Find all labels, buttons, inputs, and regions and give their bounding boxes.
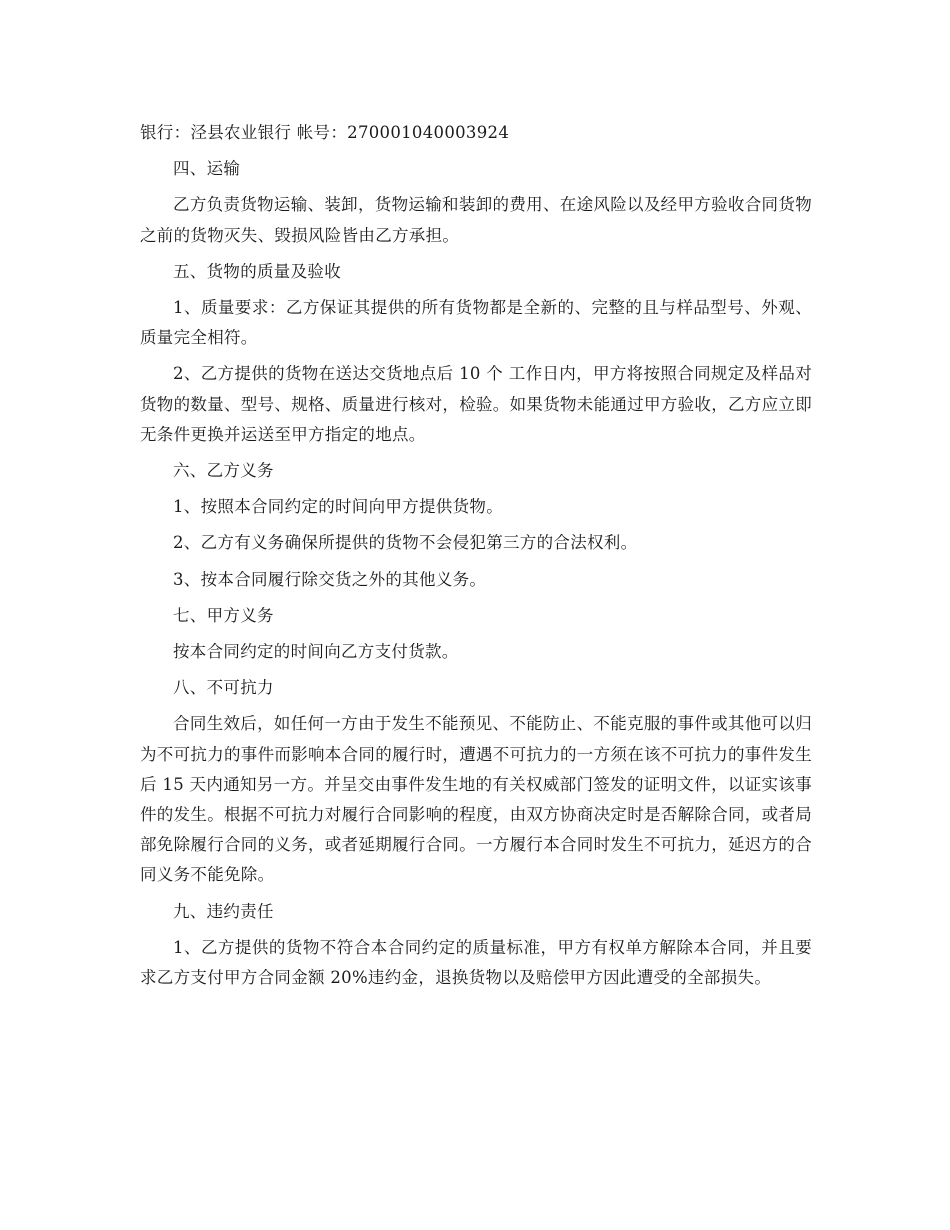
document-body <box>140 118 812 999</box>
section-heading-breach: 九、违约责任 <box>173 901 274 921</box>
paragraph-party-b-obligation-2: 2、乙方有义务确保所提供的货物不会侵犯第三方的合法权利。 <box>173 533 638 553</box>
paragraph-breach-1: 1、乙方提供的货物不符合本合同约定的质量标准，甲方有权单方解除本合同，并且要求乙方支付甲方合同金额 20%违约金，退换货物以及赔偿甲方因此遭受的全部损失。 <box>140 937 812 988</box>
paragraph-quality-requirement: 1、质量要求：乙方保证其提供的所有货物都是全新的、完整的且与样品型号、外观、质量完全相符。 <box>140 298 812 348</box>
paragraph-transport: 乙方负责货物运输、装卸，货物运输和装卸的费用、在途风险以及经甲方验收合同货物之前的货物灭失、毁损风险皆由乙方承担。 <box>140 195 812 245</box>
bank-account-line: 银行：泾县农业银行 帐号：270001040003924 <box>140 123 510 142</box>
paragraph-party-b-obligation-3: 3、按本合同履行除交货之外的其他义务。 <box>173 569 487 589</box>
section-heading-party-a-obligations: 七、甲方义务 <box>173 605 274 625</box>
section-heading-force-majeure: 八、不可抗力 <box>173 678 274 698</box>
paragraph-party-a-obligation: 按本合同约定的时间向乙方支付货款。 <box>173 642 459 662</box>
paragraph-party-b-obligation-1: 1、按照本合同约定的时间向甲方提供货物。 <box>173 497 503 517</box>
paragraph-quality-inspection: 2、乙方提供的货物在送达交货地点后 10 个 工作日内，甲方将按照合同规定及样品对货物的数量、型号、规格、质量进行核对，检验。如果货物未能通过甲方验收，乙方应立即无条件更换并运送至甲方指定的地点。 <box>140 364 812 444</box>
paragraph-force-majeure: 合同生效后，如任何一方由于发生不能预见、不能防止、不能克服的事件或其他可以归为不可抗力的事件而影响本合同的履行时，遭遇不可抗力的一方须在该不可抗力的事件发生后 15 天内通知另一方。并呈交由事件发生地的有关权威部门签发的证明文件，以证实该事件的发生。根据不可抗力对履行合同影响的程度，由双方协商决定时是否解除合同，或者局部免除履行合同的义务，或者延期履行合同。一方履行本合同时发生不可抗力，延迟方的合同义务不能免除。 <box>140 714 812 885</box>
section-heading-party-b-obligations: 六、乙方义务 <box>173 461 274 481</box>
section-heading-transport: 四、运输 <box>173 159 241 179</box>
section-heading-quality: 五、货物的质量及验收 <box>173 261 341 281</box>
